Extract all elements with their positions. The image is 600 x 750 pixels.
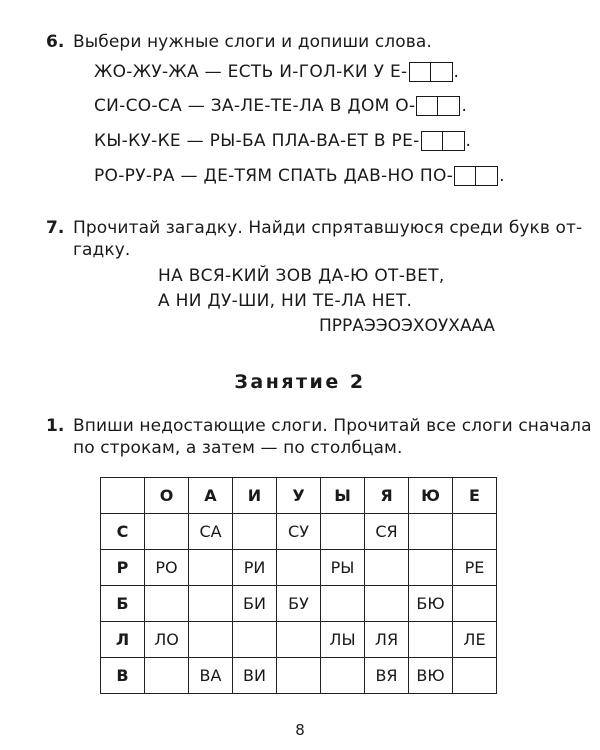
table-cell[interactable]: [189, 550, 233, 586]
column-header: А: [189, 478, 233, 514]
table-cell[interactable]: [453, 658, 497, 694]
page-number: 8: [295, 721, 305, 739]
line-end: .: [453, 62, 459, 82]
task7-instruction-line2: гадку.: [73, 240, 131, 260]
table-header-row: [101, 478, 497, 514]
table-cell[interactable]: [277, 658, 321, 694]
answer-boxes[interactable]: [416, 96, 460, 116]
answer-boxes[interactable]: [454, 166, 498, 186]
answer-box[interactable]: [416, 96, 438, 116]
column-header: Я: [365, 478, 409, 514]
task6-number: 6.: [46, 32, 65, 52]
column-header: Ю: [409, 478, 453, 514]
table-row: [101, 586, 497, 622]
table-cell[interactable]: [453, 514, 497, 550]
table-cell: ВЮ: [409, 658, 453, 694]
answer-box[interactable]: [443, 131, 465, 151]
column-header: Е: [453, 478, 497, 514]
task6-line-3: [94, 129, 471, 153]
table-cell[interactable]: [233, 622, 277, 658]
table-cell[interactable]: [145, 514, 189, 550]
line-end: .: [461, 96, 467, 116]
row-header: Б: [101, 586, 145, 622]
answer-box[interactable]: [438, 96, 460, 116]
answer-box[interactable]: [421, 131, 443, 151]
row-header: Л: [101, 622, 145, 658]
lesson-title: Занятие 2: [234, 371, 366, 393]
table-cell[interactable]: [321, 658, 365, 694]
task6-line-4-text: РО-РУ-РА — ДЕ-ТЯМ СПАТЬ ДАВ-НО ПО-: [94, 166, 454, 186]
row-header: С: [101, 514, 145, 550]
table-cell: ЛЯ: [365, 622, 409, 658]
table-cell: БУ: [277, 586, 321, 622]
table-cell: ВИ: [233, 658, 277, 694]
table-cell: РО: [145, 550, 189, 586]
line-end: .: [465, 131, 471, 151]
answer-box[interactable]: [409, 62, 431, 82]
table-cell[interactable]: [277, 550, 321, 586]
line-end: .: [499, 166, 505, 186]
column-header: И: [233, 478, 277, 514]
table-cell[interactable]: [321, 514, 365, 550]
table-row: [101, 622, 497, 658]
table-cell: ВЯ: [365, 658, 409, 694]
table-cell: РЕ: [453, 550, 497, 586]
answer-box[interactable]: [431, 62, 453, 82]
riddle-line-1: НА ВСЯ-КИЙ ЗОВ ДА-Ю ОТ-ВЕТ,: [158, 266, 445, 286]
task1-instruction-line2: по строкам, а затем — по столбцам.: [73, 438, 403, 458]
table-cell: СУ: [277, 514, 321, 550]
task6-instruction: Выбери нужные слоги и допиши слова.: [73, 32, 432, 52]
table-cell: РИ: [233, 550, 277, 586]
task6-line-2-text: СИ-СО-СА — ЗА-ЛЕ-ТЕ-ЛА В ДОМ О-: [94, 96, 416, 116]
table-cell[interactable]: [409, 514, 453, 550]
answer-boxes[interactable]: [421, 131, 465, 151]
table-row: [101, 658, 497, 694]
task6-line-1: [94, 60, 459, 84]
table-row: [101, 514, 497, 550]
answer-box[interactable]: [454, 166, 476, 186]
hidden-answer-letters: ПРРАЭЭОЭХОУХААА: [319, 316, 495, 336]
table-cell: РЫ: [321, 550, 365, 586]
table-row: [101, 550, 497, 586]
column-header: Ы: [321, 478, 365, 514]
table-cell[interactable]: [145, 586, 189, 622]
table-cell[interactable]: [321, 586, 365, 622]
answer-box[interactable]: [476, 166, 498, 186]
task6-line-2: [94, 94, 467, 118]
task1-instruction-line1: Впиши недостающие слоги. Прочитай все слоги сначала: [73, 416, 592, 436]
table-cell: ВА: [189, 658, 233, 694]
table-cell: БЮ: [409, 586, 453, 622]
task1-number: 1.: [46, 416, 65, 436]
task6-line-3-text: КЫ-КУ-КЕ — РЫ-БА ПЛА-ВА-ЕТ В РЕ-: [94, 131, 420, 151]
table-cell[interactable]: [189, 586, 233, 622]
table-cell[interactable]: [453, 586, 497, 622]
task6-line-1-text: ЖО-ЖУ-ЖА — ЕСТЬ И-ГОЛ-КИ У Е-: [94, 62, 408, 82]
syllable-table: [100, 477, 497, 694]
table-corner-cell: [101, 478, 145, 514]
table-cell[interactable]: [365, 586, 409, 622]
table-cell: ЛО: [145, 622, 189, 658]
table-cell[interactable]: [189, 622, 233, 658]
table-cell: СЯ: [365, 514, 409, 550]
answer-boxes[interactable]: [409, 62, 453, 82]
task6-line-4: [94, 164, 505, 188]
table-cell[interactable]: [233, 514, 277, 550]
riddle-line-2: А НИ ДУ-ШИ, НИ ТЕ-ЛА НЕТ.: [158, 291, 413, 311]
column-header: У: [277, 478, 321, 514]
task7-number: 7.: [46, 218, 65, 238]
task7-instruction-line1: Прочитай загадку. Найди спрятавшуюся среди букв от-: [73, 218, 583, 238]
table-cell: ЛЫ: [321, 622, 365, 658]
table-cell[interactable]: [409, 550, 453, 586]
table-cell[interactable]: [365, 550, 409, 586]
table-cell: СА: [189, 514, 233, 550]
row-header: Р: [101, 550, 145, 586]
table-cell: БИ: [233, 586, 277, 622]
row-header: В: [101, 658, 145, 694]
table-cell[interactable]: [277, 622, 321, 658]
table-cell[interactable]: [145, 658, 189, 694]
table-cell: ЛЕ: [453, 622, 497, 658]
table-cell[interactable]: [409, 622, 453, 658]
column-header: О: [145, 478, 189, 514]
